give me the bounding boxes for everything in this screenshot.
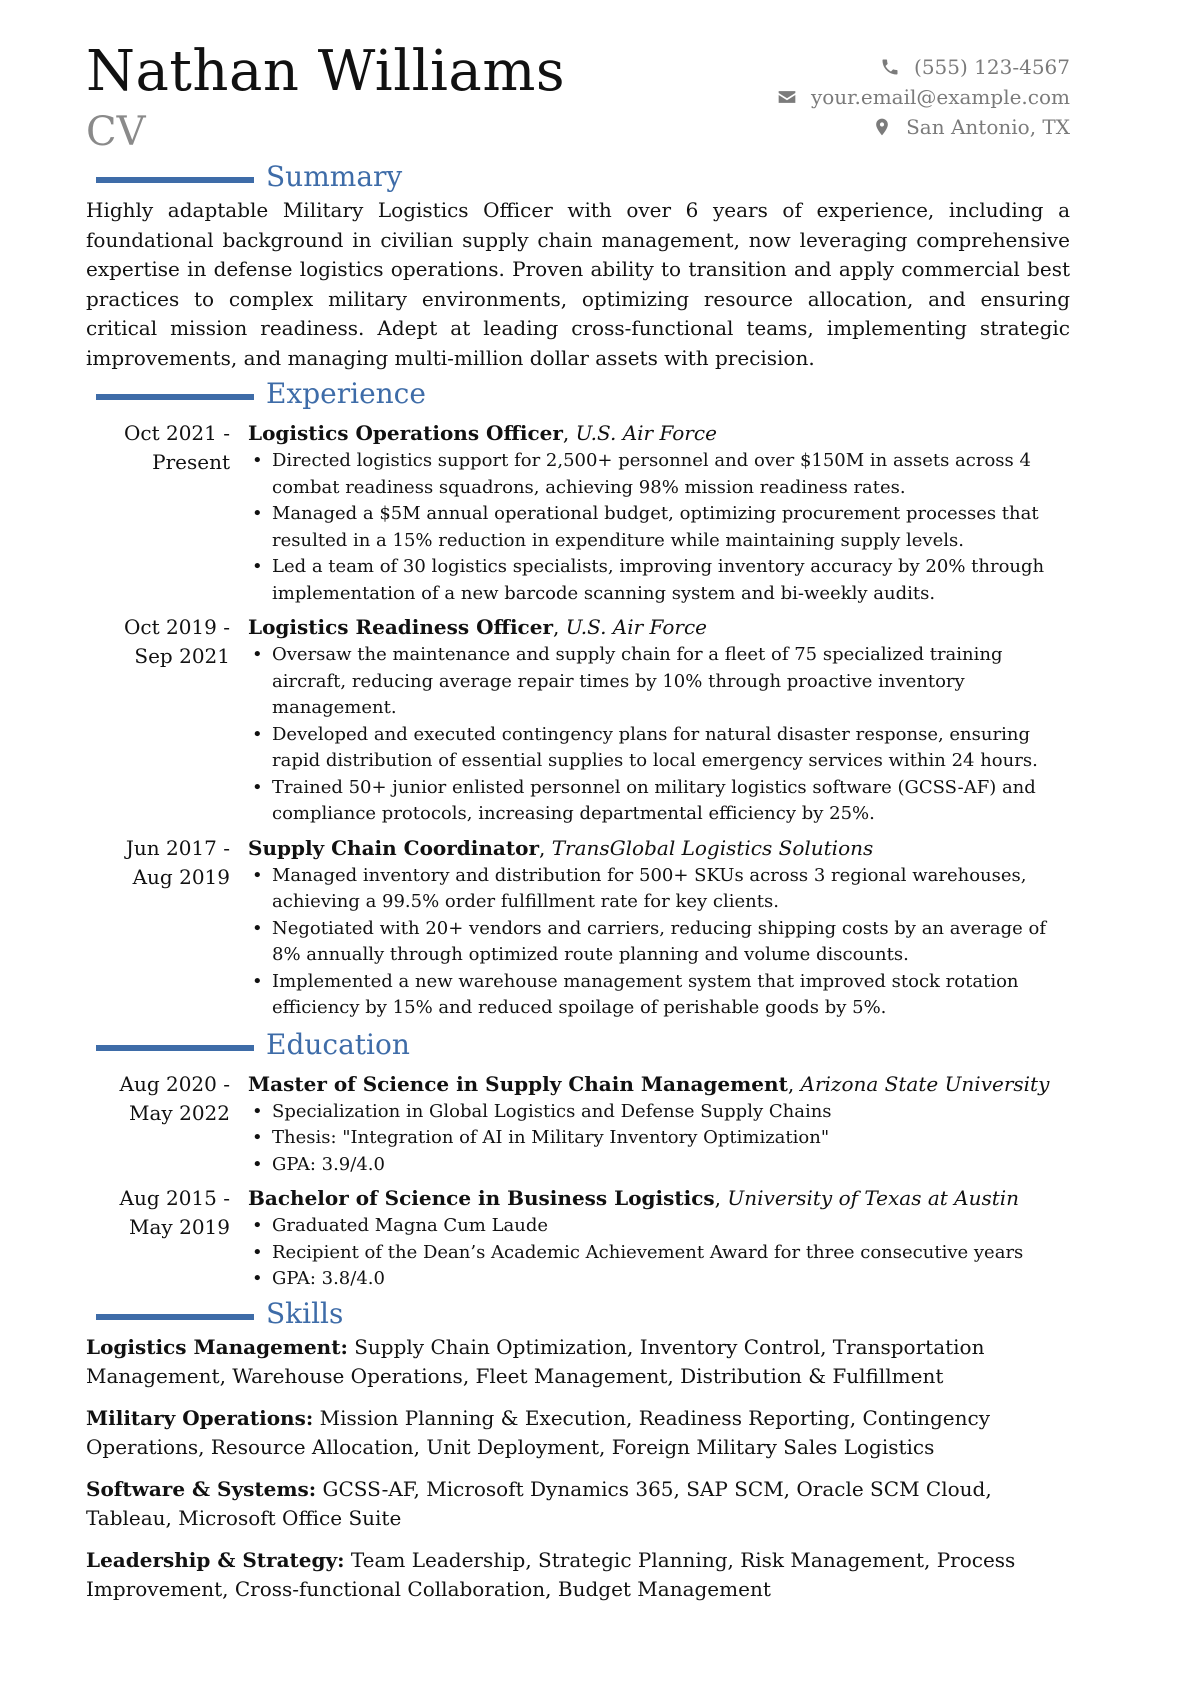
entry-dates: Oct 2021 - Present <box>123 421 230 474</box>
degree-title: Master of Science in Supply Chain Management <box>248 1071 788 1096</box>
bullet-item: • Graduated Magna Cum Laude <box>248 1213 1070 1240</box>
skill-group <box>86 1404 1070 1463</box>
entry-dates: Oct 2019 - Sep 2021 <box>123 615 230 668</box>
skill-list: Team Leadership, Strategic Planning, Risk Management, Process Improvement, Cross-functional Collaboration, Budget Management <box>86 1547 1016 1601</box>
section-rule <box>96 394 254 400</box>
section-title: Education <box>266 1027 410 1061</box>
bullet-item: • Thesis: "Integration of AI in Military Inventory Optimization" <box>248 1125 1070 1152</box>
phone-number[interactable]: (555) 123-4567 <box>914 55 1070 79</box>
education-entry <box>86 1070 1070 1179</box>
section-title: Experience <box>266 377 426 410</box>
experience-entry <box>86 834 1070 1022</box>
institution: Arizona State University <box>800 1071 1050 1096</box>
candidate-name: Nathan Williams <box>86 39 566 104</box>
entry-title: Logistics Operations Officer, U.S. Air Force <box>248 421 717 445</box>
contact-email <box>777 82 1070 112</box>
skill-list: GCSS-AF, Microsoft Dynamics 365, SAP SCM, Oracle SCM Cloud, Tableau, Microsoft Office Suite <box>86 1476 992 1530</box>
summary-text: Highly adaptable Military Logistics Officer with over 6 years of experience, including a foundational background in civilian supply chain management, now leveraging comprehensive expertise in defense logistics operations. Proven ability to transition and apply commercial best practices to complex military environments, optimizing resource allocation, and ensuring critical mission readiness. Adept at leading cross-functional teams, implementing strategic improvements, and managing multi-million dollar assets with precision. <box>86 198 1070 370</box>
skill-group <box>86 1546 1070 1605</box>
institution: University of Texas at Austin <box>727 1186 1020 1210</box>
section-summary-heading <box>86 162 1070 196</box>
degree-title: Bachelor of Science in Business Logistics <box>248 1186 715 1210</box>
education-entry <box>86 1184 1070 1293</box>
bullet-item: • Trained 50+ junior enlisted personnel on military logistics software (GCSS-AF) and compliance protocols, increasing departmental efficiency by 25%. <box>248 775 1070 828</box>
bullet-list <box>248 448 1070 607</box>
bullet-item: • Oversaw the maintenance and supply chain for a fleet of 75 specialized training aircraft, reducing average repair times by 10% through proactive inventory management. <box>248 642 1070 722</box>
bullet-item: • Implemented a new warehouse management system that improved stock rotation efficiency by 15% and reduced spoilage of perishable goods by 5%. <box>248 969 1070 1022</box>
bullet-list <box>248 863 1070 1022</box>
entry-dates: Jun 2017 - Aug 2019 <box>125 835 230 889</box>
section-rule <box>96 1045 254 1051</box>
skill-label: Software & Systems: <box>86 1476 317 1501</box>
organization: U.S. Air Force <box>565 615 707 639</box>
bullet-item: • GPA: 3.9/4.0 <box>248 1152 1070 1179</box>
skill-group <box>86 1333 1070 1392</box>
entry-title: Bachelor of Science in Business Logistics, University of Texas at Austin <box>248 1186 1020 1210</box>
entry-body <box>248 834 1070 1022</box>
job-title: Supply Chain Coordinator <box>248 835 539 860</box>
job-title: Logistics Operations Officer <box>248 421 563 445</box>
entry-body <box>248 1070 1070 1179</box>
entry-body <box>248 1184 1070 1293</box>
bullet-item: • Directed logistics support for 2,500+ personnel and over $150M in assets across 4 combat readiness squadrons, achieving 98% mission readiness rates. <box>248 448 1070 501</box>
skill-label: Leadership & Strategy: <box>86 1547 345 1572</box>
entry-dates: Aug 2020 - May 2022 <box>119 1071 230 1125</box>
email-address[interactable]: your.email@example.com <box>810 85 1070 109</box>
bullet-item: • Managed inventory and distribution for 500+ SKUs across 3 regional warehouses, achieving a 99.5% order fulfillment rate for key clients. <box>248 863 1070 916</box>
organization: TransGlobal Logistics Solutions <box>551 835 874 860</box>
resume-header <box>86 0 1070 162</box>
experience-entry <box>86 419 1070 607</box>
bullet-item: • Recipient of the Dean’s Academic Achievement Award for three consecutive years <box>248 1240 1070 1267</box>
section-rule <box>96 1314 254 1320</box>
section-skills-heading <box>86 1296 1070 1333</box>
organization: U.S. Air Force <box>575 421 717 445</box>
job-title: Logistics Readiness Officer <box>248 615 553 639</box>
map-pin-icon <box>872 117 892 137</box>
entry-title: Supply Chain Coordinator, TransGlobal Logistics Solutions <box>248 835 874 860</box>
bullet-list <box>248 1213 1070 1293</box>
bullet-item: • Negotiated with 20+ vendors and carriers, reducing shipping costs by an average of 8% annually through optimized route planning and volume discounts. <box>248 916 1070 969</box>
bullet-item: • Specialization in Global Logistics and Defense Supply Chains <box>248 1099 1070 1126</box>
contact-phone <box>777 52 1070 82</box>
contact-location <box>777 112 1070 142</box>
contact-info <box>777 52 1070 142</box>
bullet-item: • GPA: 3.8/4.0 <box>248 1266 1070 1293</box>
bullet-item: • Led a team of 30 logistics specialists, improving inventory accuracy by 20% through implementation of a new barcode scanning system and bi-weekly audits. <box>248 554 1070 607</box>
location-text: San Antonio, TX <box>906 115 1070 139</box>
skill-label: Military Operations: <box>86 1405 314 1430</box>
entry-body <box>248 613 1070 828</box>
bullet-item: • Developed and executed contingency plans for natural disaster response, ensuring rapid distribution of essential supplies to local emergency services within 24 hours. <box>248 722 1070 775</box>
section-rule <box>96 177 254 183</box>
skill-list: Supply Chain Optimization, Inventory Control, Transportation Management, Warehouse Operations, Fleet Management, Distribution & Fulfillment <box>86 1334 985 1388</box>
phone-icon <box>880 57 900 77</box>
entry-title: Logistics Readiness Officer, U.S. Air Force <box>248 615 707 639</box>
skill-group <box>86 1475 1070 1534</box>
envelope-icon <box>777 87 797 107</box>
section-education-heading <box>86 1027 1070 1064</box>
skill-label: Logistics Management: <box>86 1334 348 1359</box>
entry-body <box>248 419 1070 607</box>
bullet-item: • Managed a $5M annual operational budget, optimizing procurement processes that resulted in a 15% reduction in expenditure while maintaining supply levels. <box>248 501 1070 554</box>
entry-dates: Aug 2015 - May 2019 <box>119 1186 230 1239</box>
skill-list: Mission Planning & Execution, Readiness Reporting, Contingency Operations, Resource Allocation, Unit Deployment, Foreign Military Sales Logistics <box>86 1405 990 1459</box>
section-experience-heading <box>86 379 1070 413</box>
section-title: Skills <box>266 1296 344 1330</box>
bullet-list <box>248 642 1070 828</box>
section-title: Summary <box>266 160 403 193</box>
bullet-list <box>248 1099 1070 1179</box>
document-kind: CV <box>86 109 146 155</box>
experience-entry <box>86 613 1070 828</box>
entry-title: Master of Science in Supply Chain Management, Arizona State University <box>248 1071 1050 1096</box>
